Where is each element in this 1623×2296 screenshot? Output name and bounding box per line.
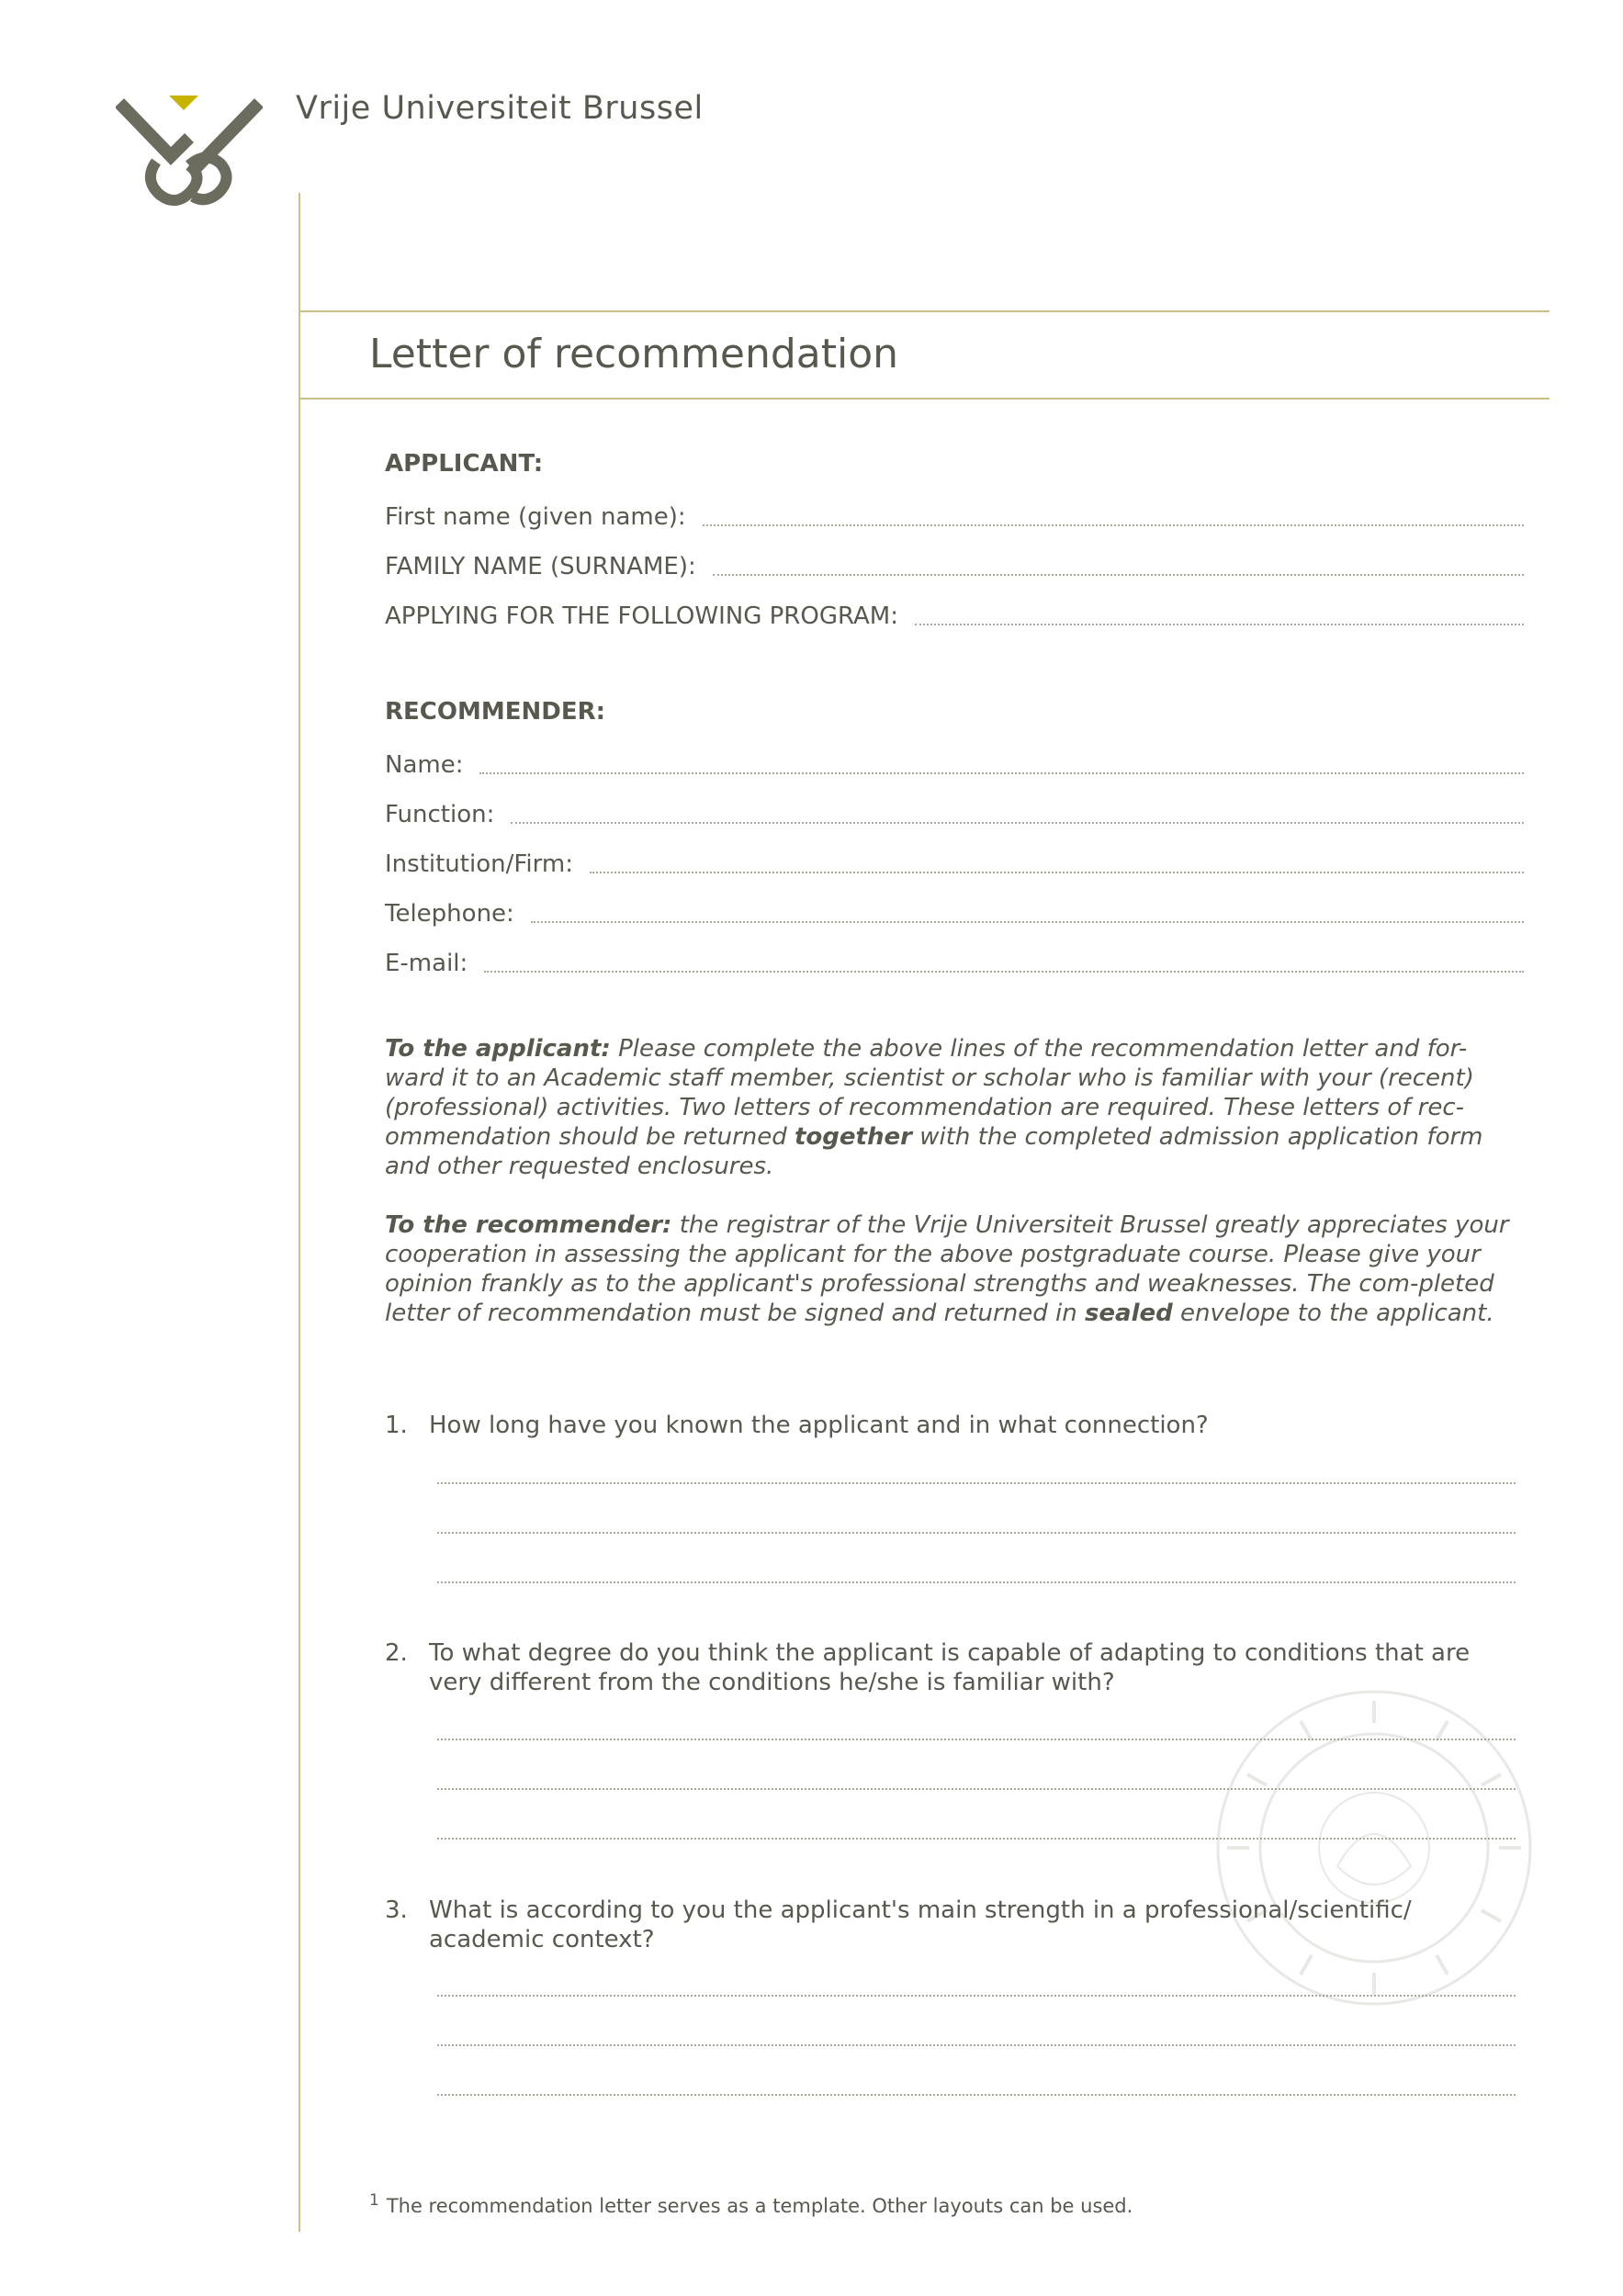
vertical-rule — [299, 193, 300, 2232]
question-3-number: 3. — [385, 1896, 408, 1924]
question-3-text: What is according to you the applicant's main strength in a professional/scientific/ academic context? — [429, 1896, 1412, 1953]
function-label: Function: — [385, 801, 495, 828]
applicant-instructions-emphasis: together — [795, 1123, 912, 1151]
recommender-name-line[interactable] — [479, 772, 1524, 774]
institution-line[interactable] — [590, 872, 1524, 873]
question-1-answer-line[interactable] — [437, 1482, 1516, 1484]
university-name: Vrije Universiteit Brussel — [296, 90, 704, 127]
recommender-instructions-text: the registrar of the Vrije Universiteit Brussel greatly appreciates your cooperation in assessing the applicant for the above postgraduate course. Please give your opinion frankly as to the applicant's professional strengths and weaknesses. The com-pleted letter of recommendation must be signed and returned in — [385, 1211, 1509, 1327]
university-seal-watermark-icon — [1209, 1683, 1539, 2013]
applicant-instructions-text-end: with the completed admission application form and other requested enclosures. — [385, 1123, 1483, 1180]
first-name-field[interactable] — [385, 496, 1524, 533]
applicant-instructions-text: Please complete the above lines of the recommendation letter and for-ward it to an Academic staff member, scientist or scholar who is familiar with your (recent) (professional) activities. Two letters of recommendation are required. These letters of rec-ommendation should be returned — [385, 1035, 1474, 1151]
program-line[interactable] — [915, 624, 1524, 625]
page-title: Letter of recommendation — [369, 331, 899, 377]
institution-field[interactable] — [385, 843, 1524, 880]
applicant-instructions-lead: To the applicant: — [385, 1035, 611, 1063]
program-label: APPLYING FOR THE FOLLOWING PROGRAM: — [385, 602, 898, 630]
program-field[interactable] — [385, 595, 1524, 632]
question-1-answer-line[interactable] — [437, 1581, 1516, 1583]
institution-label: Institution/Firm: — [385, 850, 573, 878]
first-name-line[interactable] — [703, 524, 1524, 526]
applicant-instructions — [385, 1034, 1524, 1181]
question-2-text: To what degree do you think the applicant is capable of adapting to conditions that are very different from the conditions he/she is familiar with? — [429, 1639, 1471, 1696]
telephone-line[interactable] — [531, 921, 1524, 923]
telephone-field[interactable] — [385, 893, 1524, 929]
recommender-instructions — [385, 1210, 1524, 1328]
question-1-number: 1. — [385, 1412, 408, 1439]
footnote-mark: 1 — [369, 2191, 379, 2210]
vub-logo-icon — [116, 96, 263, 215]
recommender-instructions-text-end: envelope to the applicant. — [1172, 1300, 1494, 1327]
email-line[interactable] — [484, 971, 1524, 973]
email-field[interactable] — [385, 942, 1524, 979]
recommender-instructions-lead: To the recommender: — [385, 1211, 672, 1239]
family-name-field[interactable] — [385, 546, 1524, 582]
question-1 — [385, 1411, 1524, 1440]
question-1-text: How long have you known the applicant and in what connection? — [429, 1412, 1209, 1439]
recommender-instructions-emphasis: sealed — [1084, 1300, 1173, 1327]
recommender-name-label: Name: — [385, 751, 464, 779]
footnote — [369, 2191, 1133, 2217]
title-rule-top — [299, 310, 1550, 312]
footnote-text: The recommendation letter serves as a template. Other layouts can be used. — [386, 2195, 1133, 2217]
recommender-name-field[interactable] — [385, 744, 1524, 781]
email-label: E-mail: — [385, 950, 468, 977]
function-field[interactable] — [385, 793, 1524, 830]
telephone-label: Telephone: — [385, 900, 514, 928]
recommender-heading: RECOMMENDER: — [385, 698, 605, 726]
family-name-line[interactable] — [713, 574, 1524, 576]
function-line[interactable] — [511, 822, 1524, 824]
question-1-answer-line[interactable] — [437, 1532, 1516, 1534]
applicant-heading: APPLICANT: — [385, 450, 544, 478]
question-3-answer-line[interactable] — [437, 2044, 1516, 2046]
question-2-number: 2. — [385, 1639, 408, 1667]
title-rule-bottom — [299, 398, 1550, 400]
question-3-answer-line[interactable] — [437, 2094, 1516, 2096]
first-name-label: First name (given name): — [385, 503, 686, 531]
family-name-label: FAMILY NAME (SURNAME): — [385, 553, 696, 580]
